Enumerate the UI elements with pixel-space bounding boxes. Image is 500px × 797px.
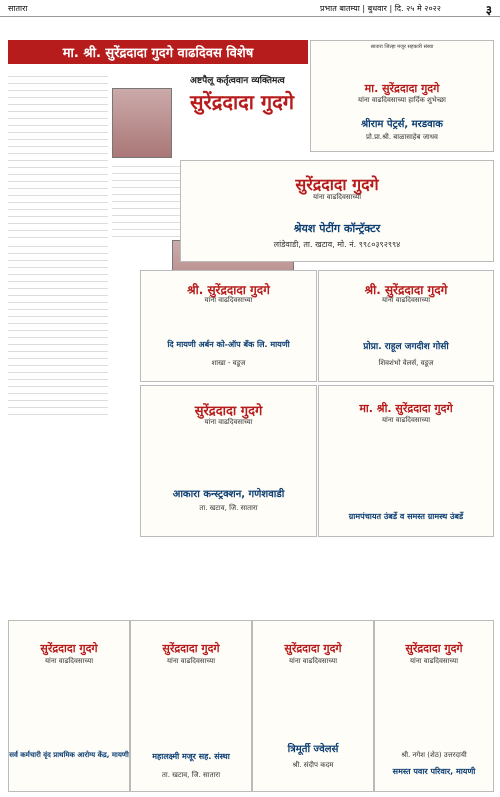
ad-4: श्री. सुरेंद्रदादा गुदगे यांना वाढदिवसाच्या प्रोप्रा. राहूल जगदीश गोसी शिवशंभो वेलर्स, वडूज	[318, 270, 494, 382]
special-banner: मा. श्री. सुरेंद्रदादा गुदगे वाढदिवस विशेष	[8, 40, 308, 64]
ad-1: सातारा जिल्हा मजूर सहकारी संस्था मा. सुरेंद्रदादा गुदगे यांना वाढदिवसाच्या हार्दिक शुभेच्छा श्रीराम पेट्रर्स, मरडवाक प्रो.प्रा.श्री. बाळासाहेब जाधव	[310, 40, 494, 152]
story-subtitle: अष्टपैलू कर्तृत्ववान व्यक्तिमत्व	[190, 76, 285, 86]
edition-label: सातारा	[8, 4, 28, 13]
ad-5: सुरेंद्रदादा गुदगे यांना वाढदिवसाच्या आकारा कन्स्ट्रक्शन, गणेशवाडी ता. खटाव, जि. सातारा	[140, 385, 317, 537]
ad-6: मा. श्री. सुरेंद्रदादा गुदगे यांना वाढदिवसाच्या ग्रामपंचायत उंबर्डे व समस्त ग्रामस्थ उंबर्डे	[318, 385, 494, 537]
story-title: सुरेंद्रदादा गुदगे	[190, 90, 295, 114]
article-column-2	[8, 240, 108, 420]
ad-3: श्री. सुरेंद्रदादा गुदगे यांना वाढदिवसाच्या दि मायणी अर्बन को-ऑप बँक लि. मायणी शाखा - वडूज	[140, 270, 317, 382]
ad-10: सुरेंद्रदादा गुदगे यांना वाढदिवसाच्या श्री. नगेश (शेठ) उत्तरदायी समस्त पवार परिवार, मायणी	[374, 620, 494, 792]
page-header	[0, 0, 500, 17]
portrait-photo	[112, 88, 172, 158]
date-line: प्रभात बातम्या | बुधवार | दि. २५ मे २०२२	[320, 4, 441, 13]
ad-8: सुरेंद्रदादा गुदगे यांना वाढदिवसाच्या महालक्ष्मी मजूर सह. संस्था ता. खटाव, जि. सातारा	[130, 620, 252, 792]
ad-2: सुरेंद्रदादा गुदगे यांना वाढदिवसाच्या श्रेयश पेटींग कॉन्ट्रॅक्टर लांडेवाडी, ता. खटाव, मो. नं. ९९८०३९२९९४	[180, 160, 494, 262]
article-column-1	[8, 70, 108, 240]
ad-9: सुरेंद्रदादा गुदगे यांना वाढदिवसाच्या त्रिमूर्ती ज्वेलर्स श्री. संदीप कदम	[252, 620, 374, 792]
ad-7: सुरेंद्रदादा गुदगे यांना वाढदिवसाच्या सर्व कर्मचारी वृंद प्राथमिक आरोग्य केंद्र, मायणी	[8, 620, 130, 792]
page-number: ३	[485, 3, 492, 17]
